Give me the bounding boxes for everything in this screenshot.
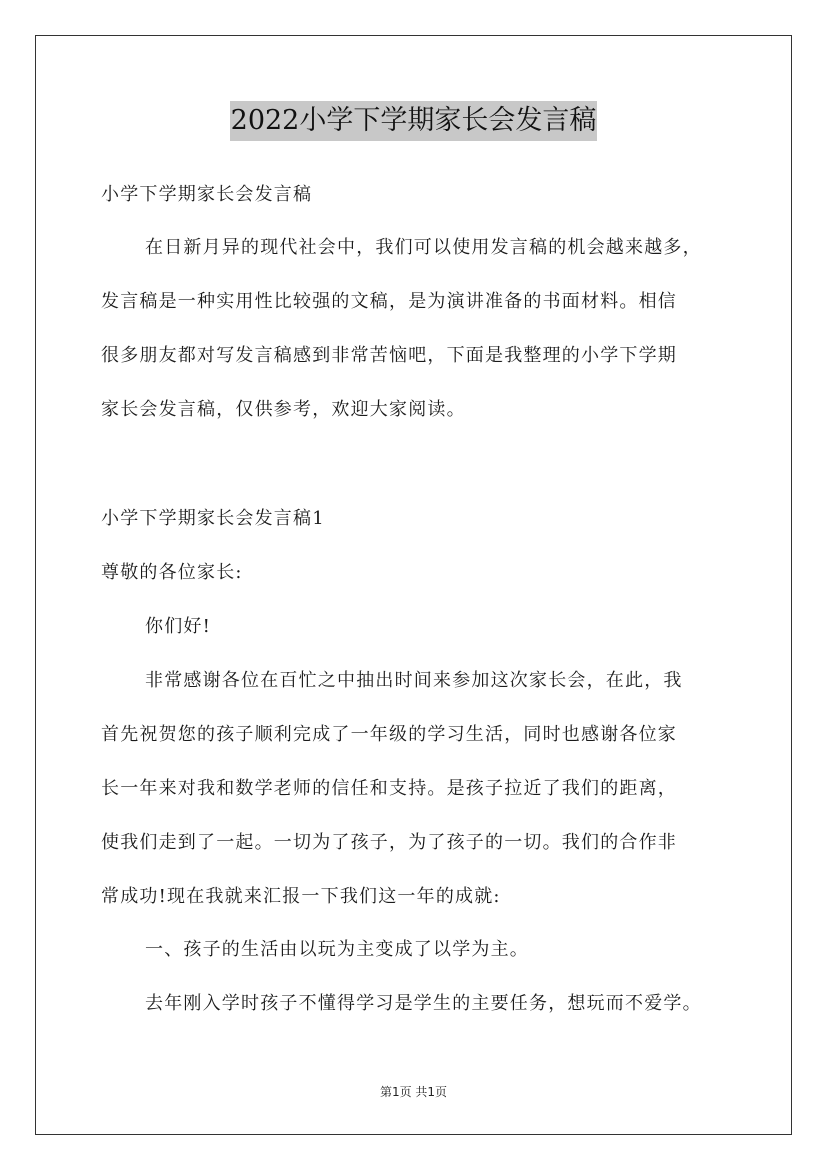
document-subtitle: 小学下学期家长会发言稿 <box>101 184 313 205</box>
body-line: 常成功!现在我就来汇报一下我们这一年的成就: <box>101 886 501 907</box>
intro-line: 家长会发言稿，仅供参考，欢迎大家阅读。 <box>101 399 466 420</box>
body-line: 首先祝贺您的孩子顺利完成了一年级的学习生活，同时也感谢各位家 <box>101 724 677 745</box>
document-title: 2022小学下学期家长会发言稿 <box>230 101 598 141</box>
greeting: 你们好! <box>145 616 212 637</box>
point-one-heading: 一、孩子的生活由以玩为主变成了以学为主。 <box>145 939 529 960</box>
intro-line: 在日新月异的现代社会中，我们可以使用发言稿的机会越来越多， <box>145 237 702 258</box>
intro-line: 发言稿是一种实用性比较强的文稿，是为演讲准备的书面材料。相信 <box>101 291 677 312</box>
intro-line: 很多朋友都对写发言稿感到非常苦恼吧，下面是我整理的小学下学期 <box>101 345 677 366</box>
section-heading: 小学下学期家长会发言稿1 <box>101 508 325 529</box>
point-one-body: 去年刚入学时孩子不懂得学习是学生的主要任务，想玩而不爱学。 <box>145 993 702 1014</box>
page-number-footer: 第1页 共1页 <box>379 1085 448 1099</box>
salutation: 尊敬的各位家长: <box>101 562 243 583</box>
title-container <box>0 101 827 141</box>
body-line: 长一年来对我和数学老师的信任和支持。是孩子拉近了我们的距离， <box>101 778 677 799</box>
body-line: 使我们走到了一起。一切为了孩子，为了孩子的一切。我们的合作非 <box>101 832 677 853</box>
body-line: 非常感谢各位在百忙之中抽出时间来参加这次家长会，在此，我 <box>145 670 683 691</box>
